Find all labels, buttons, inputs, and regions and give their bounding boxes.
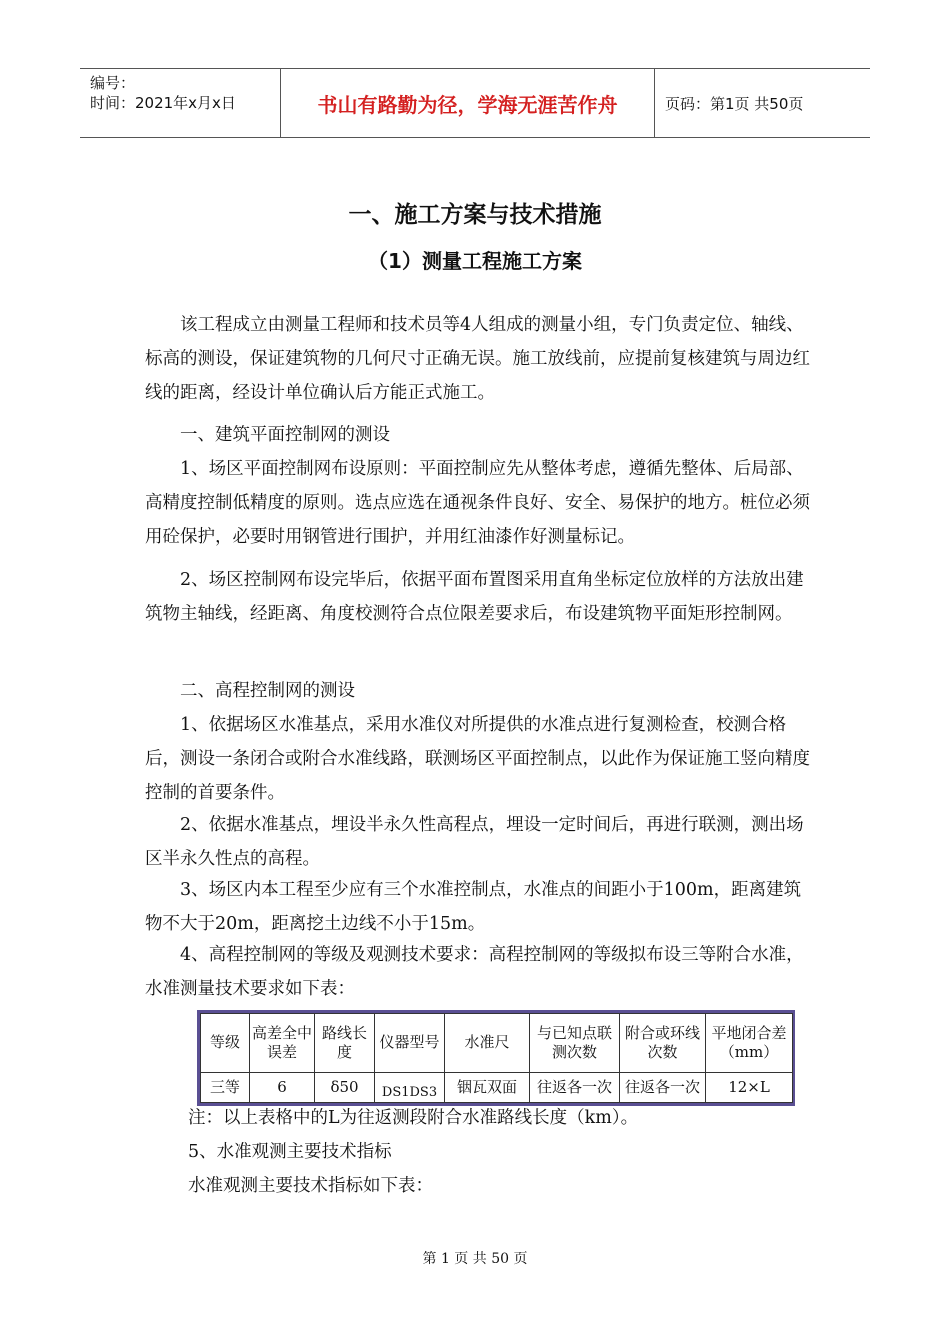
header-page-code: 页码：第1页 共50页 (665, 94, 804, 113)
table-header-cell: 等级 (201, 1014, 250, 1073)
table-cell: δ50 (315, 1072, 375, 1102)
plane-control-item-1: 1、场区平面控制网布设原则：平面控制应先从整体考虑，遵循先整体、后局部、高精度控制低精度的原则。选点应选在通视条件良好、安全、易保护的地方。桩位必须用砼保护，必要时用钢管进行围护，并用红油漆作好测量标记。 (145, 459, 810, 547)
table-header-cell: 高差全中误差 (250, 1014, 315, 1073)
table-cell: 往返各一次 (530, 1072, 620, 1102)
table-header-cell: 与已知点联测次数 (530, 1014, 620, 1073)
heading-plane-control: 一、建筑平面控制网的测设 (145, 425, 390, 445)
table-header-cell: 水准尺 (445, 1014, 530, 1073)
doc-number-label: 编号： (90, 74, 136, 92)
elevation-item-1: 1、依据场区水准基点，采用水准仪对所提供的水准点进行复测检查，校测合格后，测设一条闭合或附合水准线路，联测场区平面控制点，以此作为保证施工竖向精度控制的首要条件。 (145, 715, 810, 803)
heading-elevation-control: 二、高程控制网的测设 (145, 681, 355, 701)
page-header (80, 68, 870, 138)
table-header-cell: 仪器型号 (375, 1014, 445, 1073)
intro-paragraph: 该工程成立由测量工程师和技术员等4人组成的测量小组，专门负责定位、轴线、标高的测设，保证建筑物的几何尺寸正确无误。施工放线前，应提前复核建筑与周边红线的距离，经设计单位确认后方能正式施工。 (145, 315, 810, 403)
table-cell: 往返各一次 (620, 1072, 706, 1102)
table-row (201, 1072, 793, 1102)
table-cell: 三等 (201, 1072, 250, 1102)
page-footer: 第 1 页 共 50 页 (422, 1251, 528, 1267)
table-cell: 12×L (706, 1072, 793, 1102)
table-header-cell: 附合或环线次数 (620, 1014, 706, 1073)
header-meta (80, 69, 280, 137)
doc-time-label: 时间：2021年x月x日 (90, 94, 236, 112)
table-cell: 铟瓦双面 (445, 1072, 530, 1102)
elevation-item-4: 4、高程控制网的等级及观测技术要求：高程控制网的等级拟布设三等附合水准，水准测量技术要求如下表： (145, 945, 804, 999)
section-title: 一、施工方案与技术措施 (348, 202, 602, 228)
table-note: 注：以上表格中的L为往返测段附合水准路线长度（km）。 (188, 1108, 639, 1128)
table-cell: DS1DS3 (375, 1072, 445, 1102)
section-subtitle: （1）测量工程施工方案 (368, 249, 582, 273)
table-header-cell: 平地闭合差（mm） (706, 1014, 793, 1073)
plane-control-item-2: 2、场区控制网布设完毕后，依据平面布置图采用直角坐标定位放样的方法放出建筑物主轴线，经距离、角度校测符合点位限差要求后，布设建筑物平面矩形控制网。 (145, 570, 804, 624)
leveling-requirements-table (197, 1010, 795, 1106)
elevation-item-3: 3、场区内本工程至少应有三个水准控制点，水准点的间距小于100m，距离建筑物不大于20m，距离挖土边线不小于15m。 (145, 880, 802, 934)
table-header-cell: 路线长度 (315, 1014, 375, 1073)
item-5-heading: 5、水准观测主要技术指标 (188, 1142, 392, 1162)
elevation-item-2: 2、依据水准基点，埋设半永久性高程点，埋设一定时间后，再进行联测，测出场区半永久性点的高程。 (145, 815, 804, 869)
table-header-row (201, 1014, 793, 1073)
header-motto: 书山有路勤为径，学海无涯苦作舟 (280, 69, 655, 137)
table-cell: 6 (250, 1072, 315, 1102)
item-5-sub: 水准观测主要技术指标如下表： (188, 1176, 433, 1196)
